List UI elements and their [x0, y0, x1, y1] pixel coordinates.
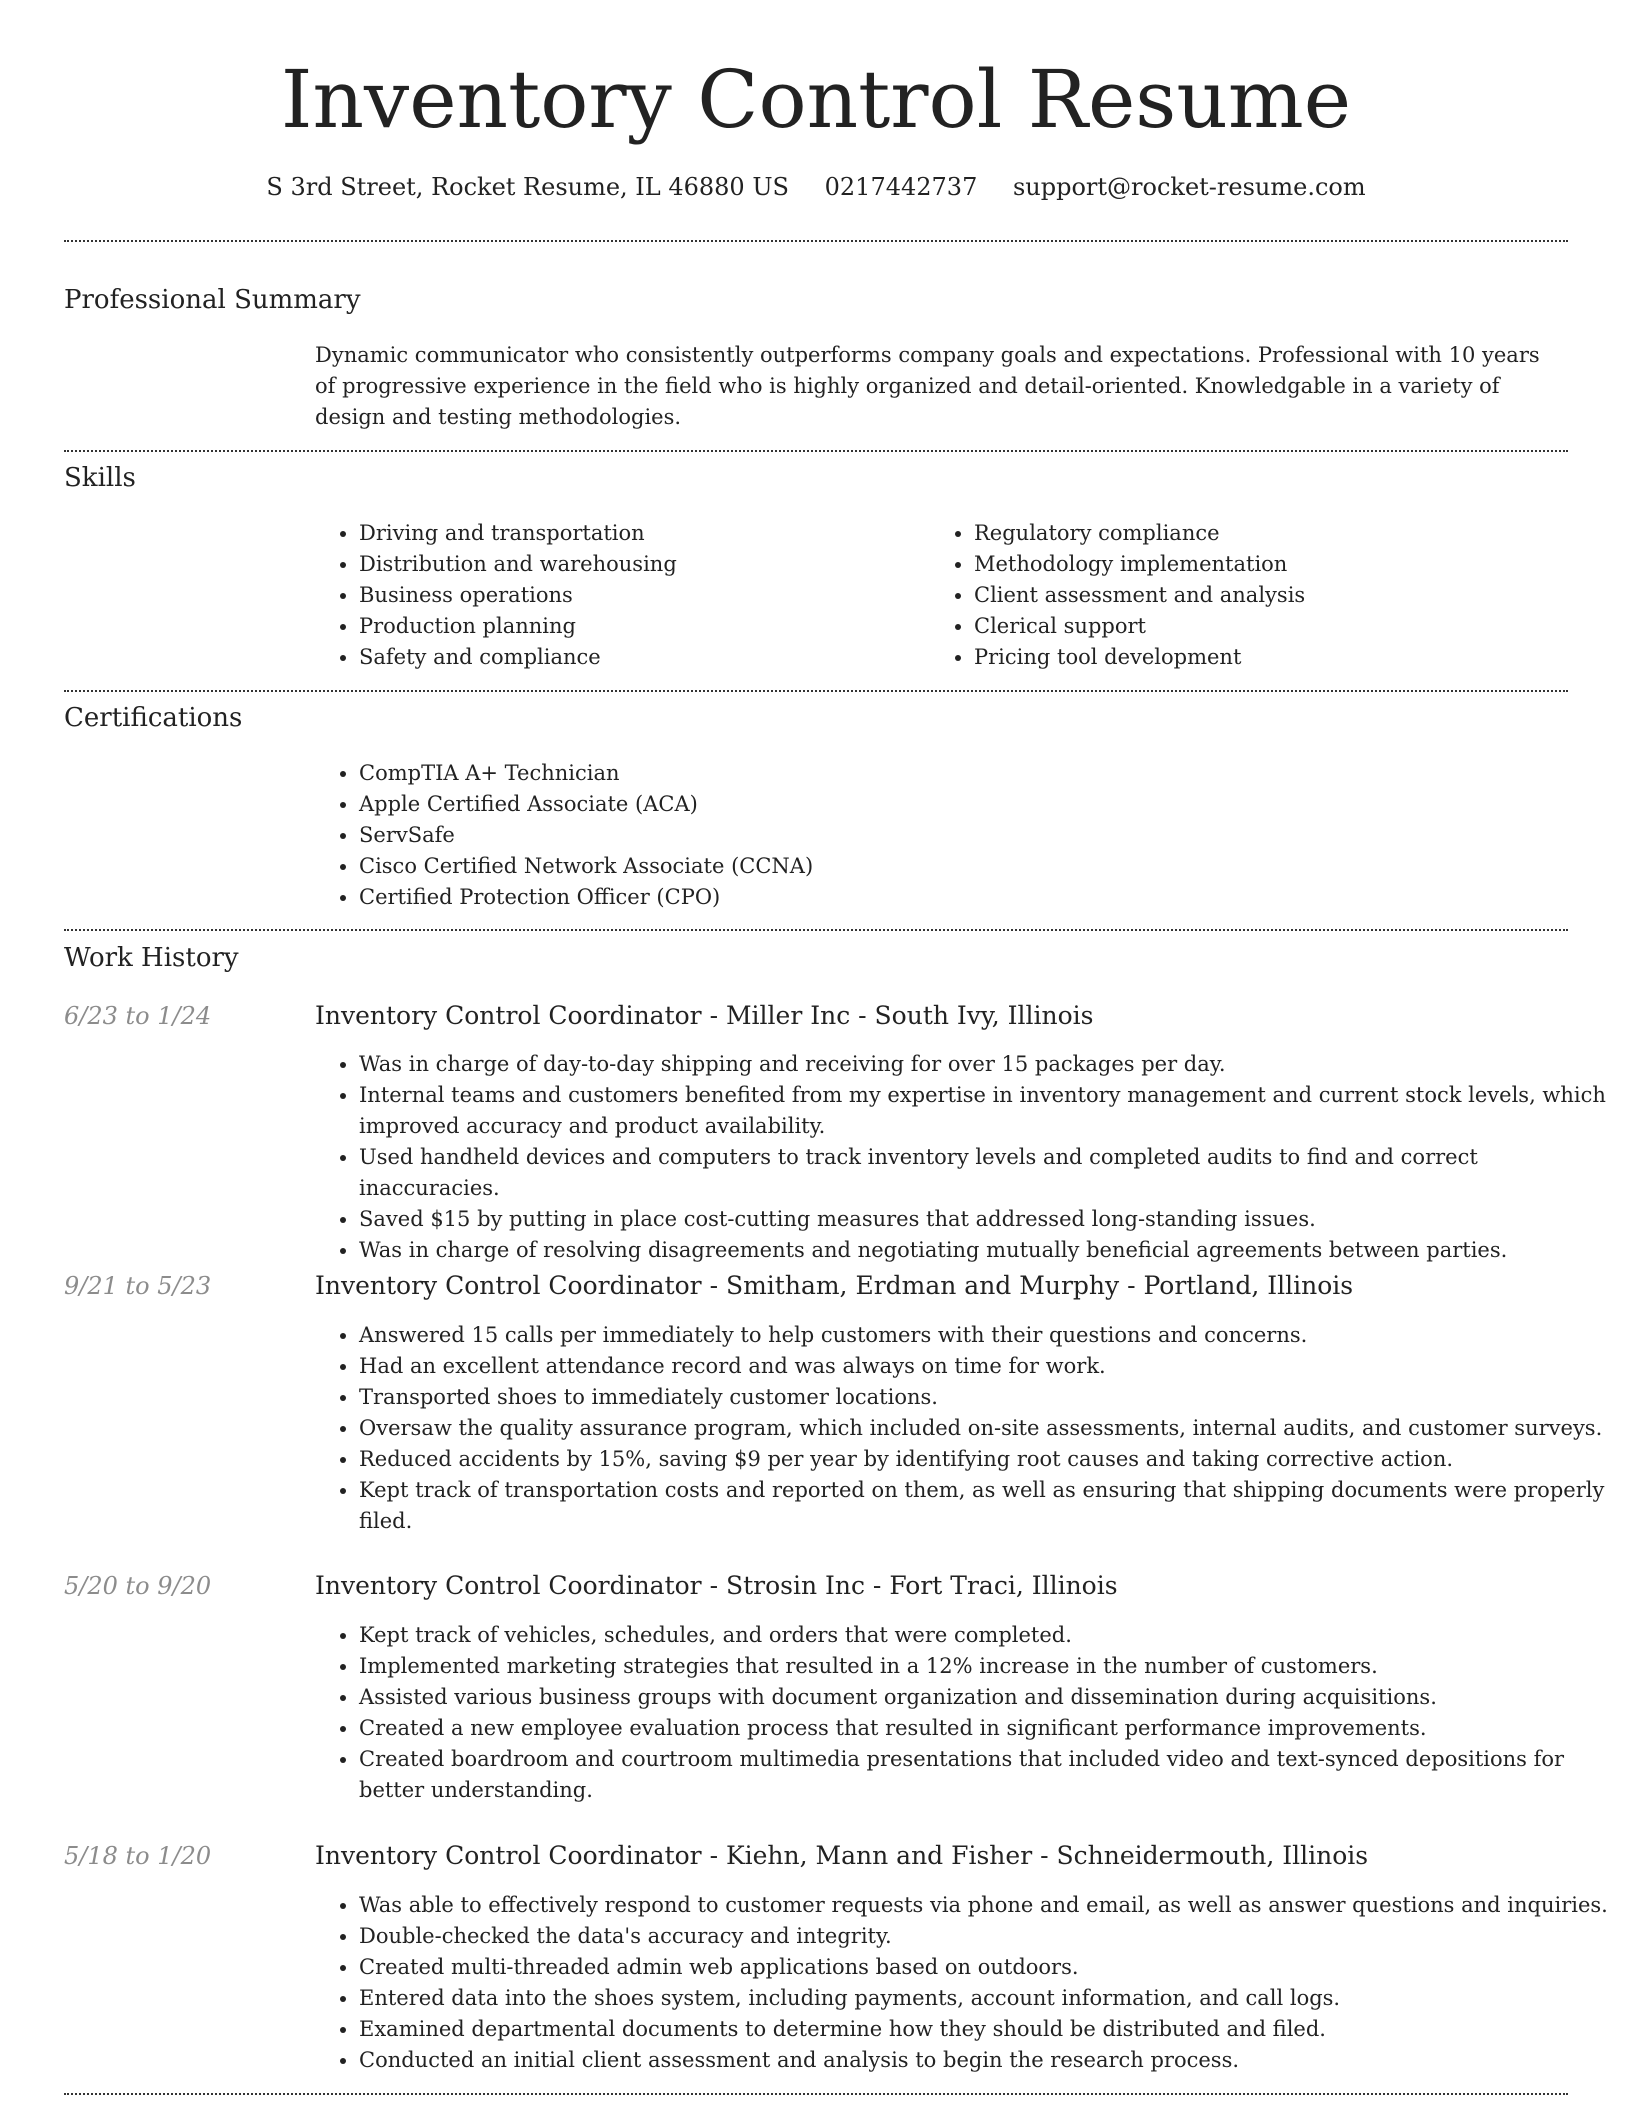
- list-item: • Clerical support: [974, 611, 1574, 642]
- summary-heading: Professional Summary: [64, 285, 361, 315]
- divider: [64, 929, 1568, 931]
- list-item: • Double-checked the data's accuracy and integrity.: [359, 1921, 1609, 1952]
- list-item: • Kept track of vehicles, schedules, and orders that were completed.: [359, 1620, 1609, 1651]
- list-item: • Was in charge of day-to-day shipping and receiving for over 15 packages per day.: [359, 1049, 1609, 1080]
- skills-list-left: [315, 518, 919, 673]
- list-item: • Business operations: [359, 580, 919, 611]
- divider: [64, 450, 1568, 452]
- list-item: • Safety and compliance: [359, 642, 919, 673]
- list-item: • Created multi-threaded admin web applications based on outdoors.: [359, 1952, 1609, 1983]
- job-dates: 5/18 to 1/20: [64, 1842, 212, 1870]
- list-item: • Examined departmental documents to determine how they should be distributed and filed.: [359, 2014, 1609, 2045]
- job-bullets: [315, 1049, 1609, 1266]
- list-item: • Oversaw the quality assurance program, which included on-site assessments, internal audits, and customer surveys.: [359, 1413, 1609, 1444]
- list-item: • Created boardroom and courtroom multimedia presentations that included video and text-synced depositions for better understanding.: [359, 1744, 1609, 1806]
- list-item: • Methodology implementation: [974, 549, 1574, 580]
- contact-line: [0, 170, 1632, 204]
- list-item: • Used handheld devices and computers to track inventory levels and completed audits to find and correct inaccuracies.: [359, 1142, 1609, 1204]
- phone: 0217442737: [824, 173, 978, 201]
- list-item: • Client assessment and analysis: [974, 580, 1574, 611]
- list-item: • Kept track of transportation costs and reported on them, as well as ensuring that shipping documents were properly filed.: [359, 1475, 1609, 1537]
- list-item: • ServSafe: [359, 820, 1559, 851]
- list-item: • Reduced accidents by 15%, saving $9 per year by identifying root causes and taking corrective action.: [359, 1444, 1609, 1475]
- job-bullets: [315, 1320, 1609, 1537]
- divider: [64, 2093, 1568, 2095]
- list-item: • Was able to effectively respond to customer requests via phone and email, as well as answer questions and inquiries.: [359, 1890, 1609, 1921]
- list-item: • Transported shoes to immediately customer locations.: [359, 1382, 1609, 1413]
- list-item: • Cisco Certified Network Associate (CCNA): [359, 851, 1559, 882]
- list-item: • Distribution and warehousing: [359, 549, 919, 580]
- address: S 3rd Street, Rocket Resume, IL 46880 US: [266, 173, 789, 201]
- divider: [64, 240, 1568, 242]
- job-dates: 9/21 to 5/23: [64, 1272, 212, 1300]
- skills-list-right: [930, 518, 1574, 673]
- list-item: • Certified Protection Officer (CPO): [359, 882, 1559, 913]
- job-title: Inventory Control Coordinator - Smitham, Erdman and Murphy - Portland, Illinois: [315, 1271, 1354, 1300]
- list-item: • Assisted various business groups with document organization and dissemination during acquisitions.: [359, 1682, 1609, 1713]
- list-item: • Apple Certified Associate (ACA): [359, 789, 1559, 820]
- job-title: Inventory Control Coordinator - Miller Inc - South Ivy, Illinois: [315, 1001, 1094, 1030]
- list-item: • Had an excellent attendance record and was always on time for work.: [359, 1351, 1609, 1382]
- list-item: • Created a new employee evaluation process that resulted in significant performance improvements.: [359, 1713, 1609, 1744]
- work-history-heading: Work History: [64, 943, 239, 973]
- skills-heading: Skills: [64, 463, 136, 493]
- list-item: • Answered 15 calls per immediately to help customers with their questions and concerns.: [359, 1320, 1609, 1351]
- list-item: • Was in charge of resolving disagreements and negotiating mutually beneficial agreements between parties.: [359, 1235, 1609, 1266]
- summary-text: Dynamic communicator who consistently outperforms company goals and expectations. Professional with 10 years of progressive experience in the field who is highly organized and detail-oriented. Knowledgable in a variety of design and testing methodologies.: [315, 343, 1540, 429]
- list-item: • Production planning: [359, 611, 919, 642]
- job-title: Inventory Control Coordinator - Kiehn, Mann and Fisher - Schneidermouth, Illinois: [315, 1841, 1369, 1870]
- list-item: • Regulatory compliance: [974, 518, 1574, 549]
- list-item: • Pricing tool development: [974, 642, 1574, 673]
- certifications-heading: Certifications: [64, 703, 243, 733]
- list-item: • Conducted an initial client assessment and analysis to begin the research process.: [359, 2045, 1609, 2076]
- list-item: • Saved $15 by putting in place cost-cutting measures that addressed long-standing issues.: [359, 1204, 1609, 1235]
- list-item: • Driving and transportation: [359, 518, 919, 549]
- job-dates: 5/20 to 9/20: [64, 1572, 212, 1600]
- job-title: Inventory Control Coordinator - Strosin Inc - Fort Traci, Illinois: [315, 1571, 1118, 1600]
- list-item: • Entered data into the shoes system, including payments, account information, and call logs.: [359, 1983, 1609, 2014]
- page-title: Inventory Control Resume: [280, 53, 1352, 146]
- job-dates: 6/23 to 1/24: [64, 1002, 212, 1030]
- certifications-list: [315, 758, 1559, 913]
- divider: [64, 690, 1568, 692]
- list-item: • Internal teams and customers benefited from my expertise in inventory management and current stock levels, which improved accuracy and product availability.: [359, 1080, 1609, 1142]
- list-item: • Implemented marketing strategies that resulted in a 12% increase in the number of customers.: [359, 1651, 1609, 1682]
- job-bullets: [315, 1890, 1609, 2076]
- job-bullets: [315, 1620, 1609, 1806]
- email: support@rocket-resume.com: [1012, 173, 1366, 201]
- list-item: • CompTIA A+ Technician: [359, 758, 1559, 789]
